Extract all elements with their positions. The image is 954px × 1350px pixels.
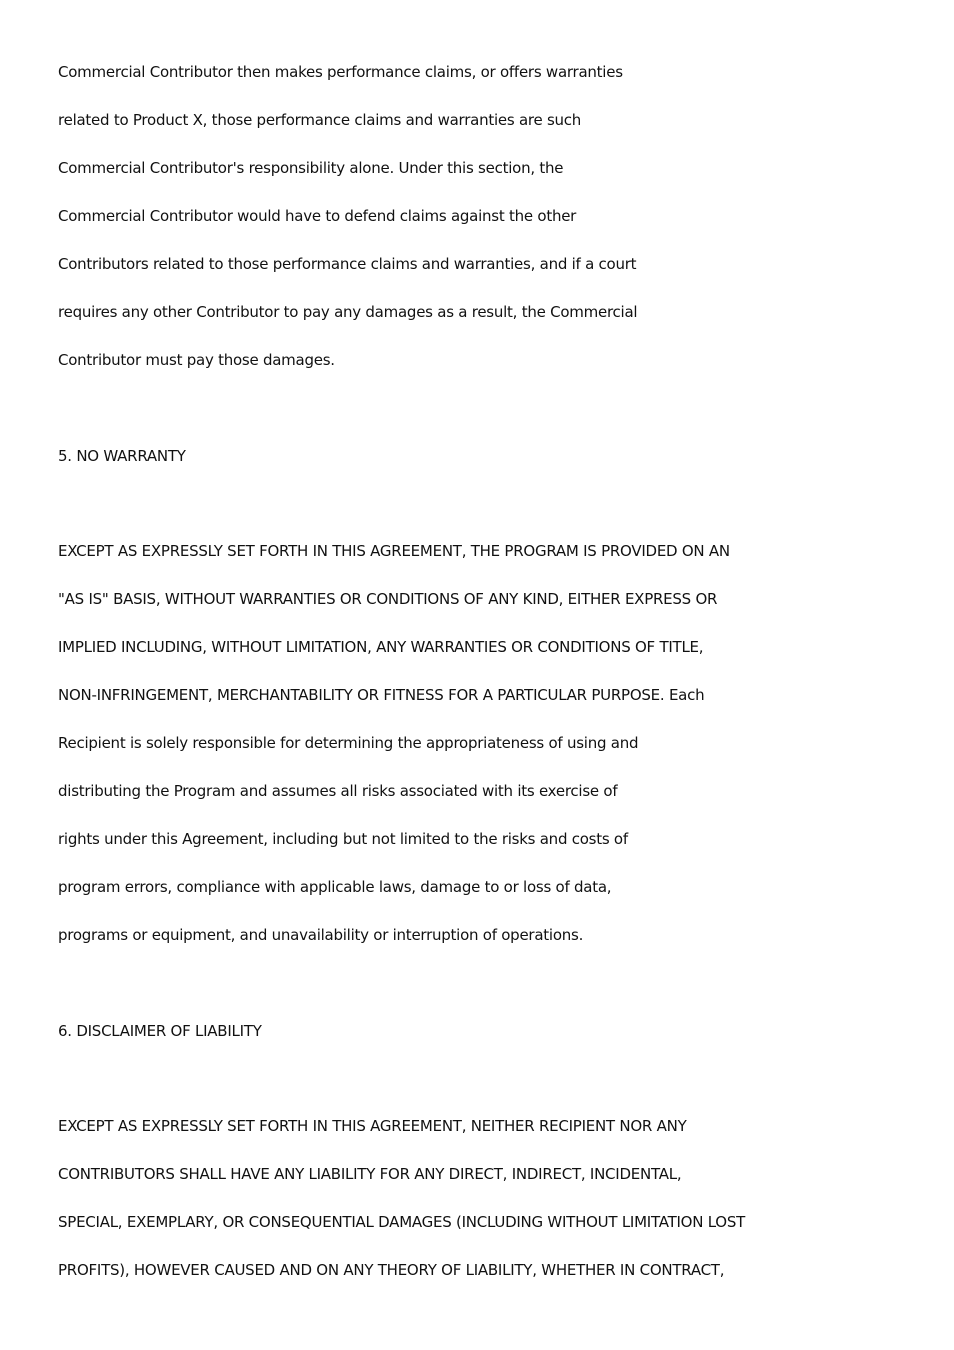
- text-line: distributing the Program and assumes all risks associated with its exercise of: [58, 782, 618, 800]
- text-line: rights under this Agreement, including but not limited to the risks and costs of: [58, 830, 628, 848]
- text-line: Commercial Contributor's responsibility alone. Under this section, the: [58, 159, 564, 177]
- text-line: Contributors related to those performance claims and warranties, and if a court: [58, 255, 637, 273]
- text-line: PROFITS), HOWEVER CAUSED AND ON ANY THEORY OF LIABILITY, WHETHER IN CONTRACT,: [58, 1261, 725, 1279]
- section-heading-no-warranty: 5. NO WARRANTY: [58, 447, 186, 465]
- text-line: related to Product X, those performance claims and warranties are such: [58, 111, 582, 129]
- text-line: "AS IS" BASIS, WITHOUT WARRANTIES OR CONDITIONS OF ANY KIND, EITHER EXPRESS OR: [58, 590, 718, 608]
- text-line: Recipient is solely responsible for determining the appropriateness of using and: [58, 734, 639, 752]
- text-line: NON-INFRINGEMENT, MERCHANTABILITY OR FITNESS FOR A PARTICULAR PURPOSE. Each: [58, 686, 705, 704]
- text-line: EXCEPT AS EXPRESSLY SET FORTH IN THIS AGREEMENT, THE PROGRAM IS PROVIDED ON AN: [58, 542, 730, 560]
- text-line: SPECIAL, EXEMPLARY, OR CONSEQUENTIAL DAMAGES (INCLUDING WITHOUT LIMITATION LOST: [58, 1213, 746, 1231]
- text-line: programs or equipment, and unavailability or interruption of operations.: [58, 926, 584, 944]
- text-line: CONTRIBUTORS SHALL HAVE ANY LIABILITY FOR ANY DIRECT, INDIRECT, INCIDENTAL,: [58, 1165, 682, 1183]
- text-line: program errors, compliance with applicable laws, damage to or loss of data,: [58, 878, 612, 896]
- text-line: Contributor must pay those damages.: [58, 351, 335, 369]
- text-line: EXCEPT AS EXPRESSLY SET FORTH IN THIS AGREEMENT, NEITHER RECIPIENT NOR ANY: [58, 1117, 687, 1135]
- text-line: Commercial Contributor then makes performance claims, or offers warranties: [58, 63, 623, 81]
- text-line: requires any other Contributor to pay any damages as a result, the Commercial: [58, 303, 638, 321]
- section-heading-disclaimer-of-liability: 6. DISCLAIMER OF LIABILITY: [58, 1022, 262, 1040]
- text-line: Commercial Contributor would have to defend claims against the other: [58, 207, 577, 225]
- text-line: IMPLIED INCLUDING, WITHOUT LIMITATION, ANY WARRANTIES OR CONDITIONS OF TITLE,: [58, 638, 704, 656]
